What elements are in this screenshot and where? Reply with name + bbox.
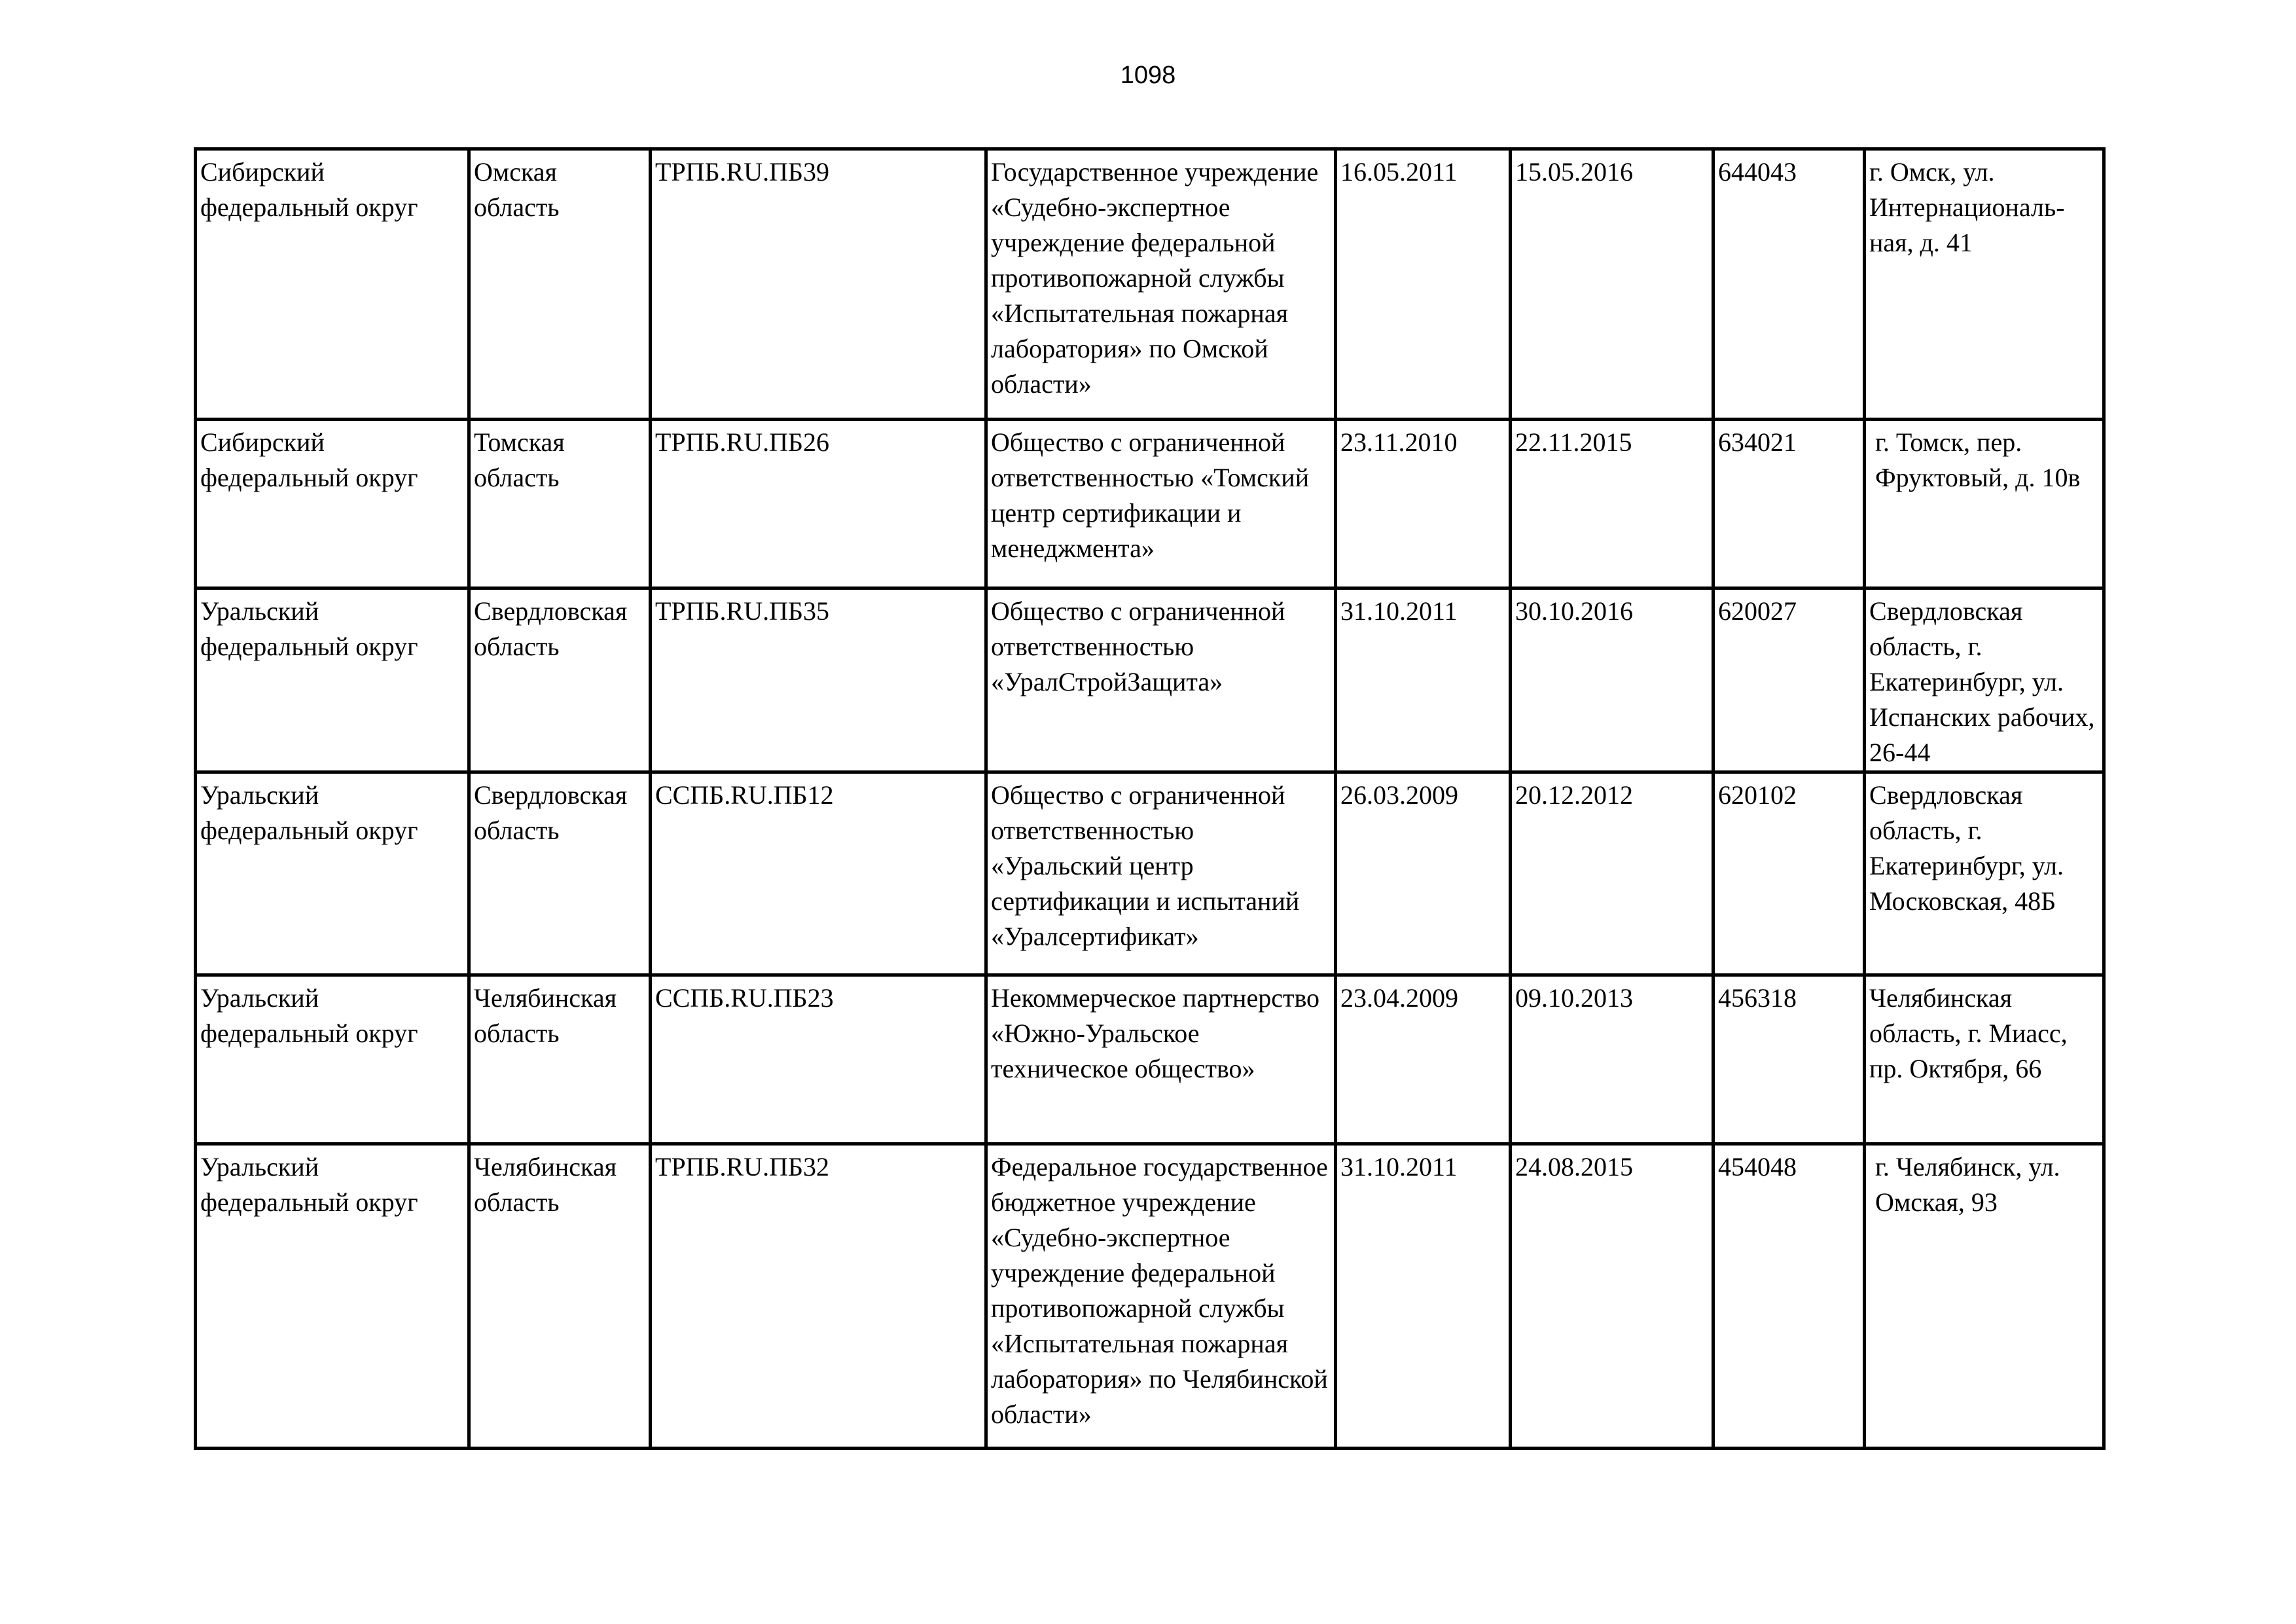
date-issued-cell: 23.11.2010 — [1336, 420, 1511, 588]
postal-code-cell: 620102 — [1713, 772, 1865, 975]
address-cell: г. Челябинск, ул. Омская, 93 — [1865, 1144, 2104, 1449]
table-row — [196, 149, 2104, 420]
date-issued-cell: 16.05.2011 — [1336, 149, 1511, 420]
date-expires-cell: 30.10.2016 — [1511, 588, 1713, 772]
date-expires-cell: 09.10.2013 — [1511, 975, 1713, 1144]
organization-cell: Общество с ограниченной ответственностью «Уральский центр сертификации и испытаний «Уралсертификат» — [986, 772, 1336, 975]
organization-cell: Общество с ограниченной ответственностью «УралСтройЗащита» — [986, 588, 1336, 772]
table-row — [196, 772, 2104, 975]
page-number: 1098 — [1120, 62, 1176, 89]
table-row — [196, 1144, 2104, 1449]
postal-code-cell: 456318 — [1713, 975, 1865, 1144]
region-cell: Свердловская область — [469, 588, 651, 772]
district-cell: Уральский федеральный округ — [196, 1144, 469, 1449]
date-expires-cell: 22.11.2015 — [1511, 420, 1713, 588]
reg-number-cell: ТРПБ.RU.ПБ39 — [651, 149, 986, 420]
address-cell: г. Омск, ул. Интернациональ-ная, д. 41 — [1865, 149, 2104, 420]
reg-number-cell: ТРПБ.RU.ПБ26 — [651, 420, 986, 588]
date-issued-cell: 23.04.2009 — [1336, 975, 1511, 1144]
district-cell: Уральский федеральный округ — [196, 772, 469, 975]
district-cell: Уральский федеральный округ — [196, 975, 469, 1144]
organization-cell: Государственное учреждение «Судебно-экспертное учреждение федеральной противопожарной службы «Испытательная пожарная лаборатория» по Омской области» — [986, 149, 1336, 420]
region-cell: Челябинская область — [469, 1144, 651, 1449]
postal-code-cell: 620027 — [1713, 588, 1865, 772]
organization-cell: Федеральное государственное бюджетное учреждение «Судебно-экспертное учреждение федеральной противопожарной службы «Испытательная пожарная лаборатория» по Челябинской области» — [986, 1144, 1336, 1449]
registry-table — [194, 147, 2106, 1450]
organization-cell: Некоммерческое партнерство «Южно-Уральское техническое общество» — [986, 975, 1336, 1144]
date-expires-cell: 15.05.2016 — [1511, 149, 1713, 420]
region-cell: Челябинская область — [469, 975, 651, 1144]
address-cell: Челябинская область, г. Миасс, пр. Октября, 66 — [1865, 975, 2104, 1144]
address-cell: г. Томск, пер. Фруктовый, д. 10в — [1865, 420, 2104, 588]
reg-number-cell: ТРПБ.RU.ПБ32 — [651, 1144, 986, 1449]
district-cell: Уральский федеральный округ — [196, 588, 469, 772]
postal-code-cell: 634021 — [1713, 420, 1865, 588]
region-cell: Омская область — [469, 149, 651, 420]
date-expires-cell: 20.12.2012 — [1511, 772, 1713, 975]
postal-code-cell: 644043 — [1713, 149, 1865, 420]
postal-code-cell: 454048 — [1713, 1144, 1865, 1449]
region-cell: Томская область — [469, 420, 651, 588]
reg-number-cell: ССПБ.RU.ПБ23 — [651, 975, 986, 1144]
date-issued-cell: 26.03.2009 — [1336, 772, 1511, 975]
date-issued-cell: 31.10.2011 — [1336, 1144, 1511, 1449]
table-row — [196, 588, 2104, 772]
organization-cell: Общество с ограниченной ответственностью «Томский центр сертификации и менеджмента» — [986, 420, 1336, 588]
address-cell: Свердловская область, г. Екатеринбург, ул. Испанских рабочих, 26-44 — [1865, 588, 2104, 772]
table-row — [196, 420, 2104, 588]
reg-number-cell: ССПБ.RU.ПБ12 — [651, 772, 986, 975]
reg-number-cell: ТРПБ.RU.ПБ35 — [651, 588, 986, 772]
date-expires-cell: 24.08.2015 — [1511, 1144, 1713, 1449]
district-cell: Сибирский федеральный округ — [196, 149, 469, 420]
district-cell: Сибирский федеральный округ — [196, 420, 469, 588]
table-row — [196, 975, 2104, 1144]
region-cell: Свердловская область — [469, 772, 651, 975]
address-cell: Свердловская область, г. Екатеринбург, ул. Московская, 48Б — [1865, 772, 2104, 975]
date-issued-cell: 31.10.2011 — [1336, 588, 1511, 772]
